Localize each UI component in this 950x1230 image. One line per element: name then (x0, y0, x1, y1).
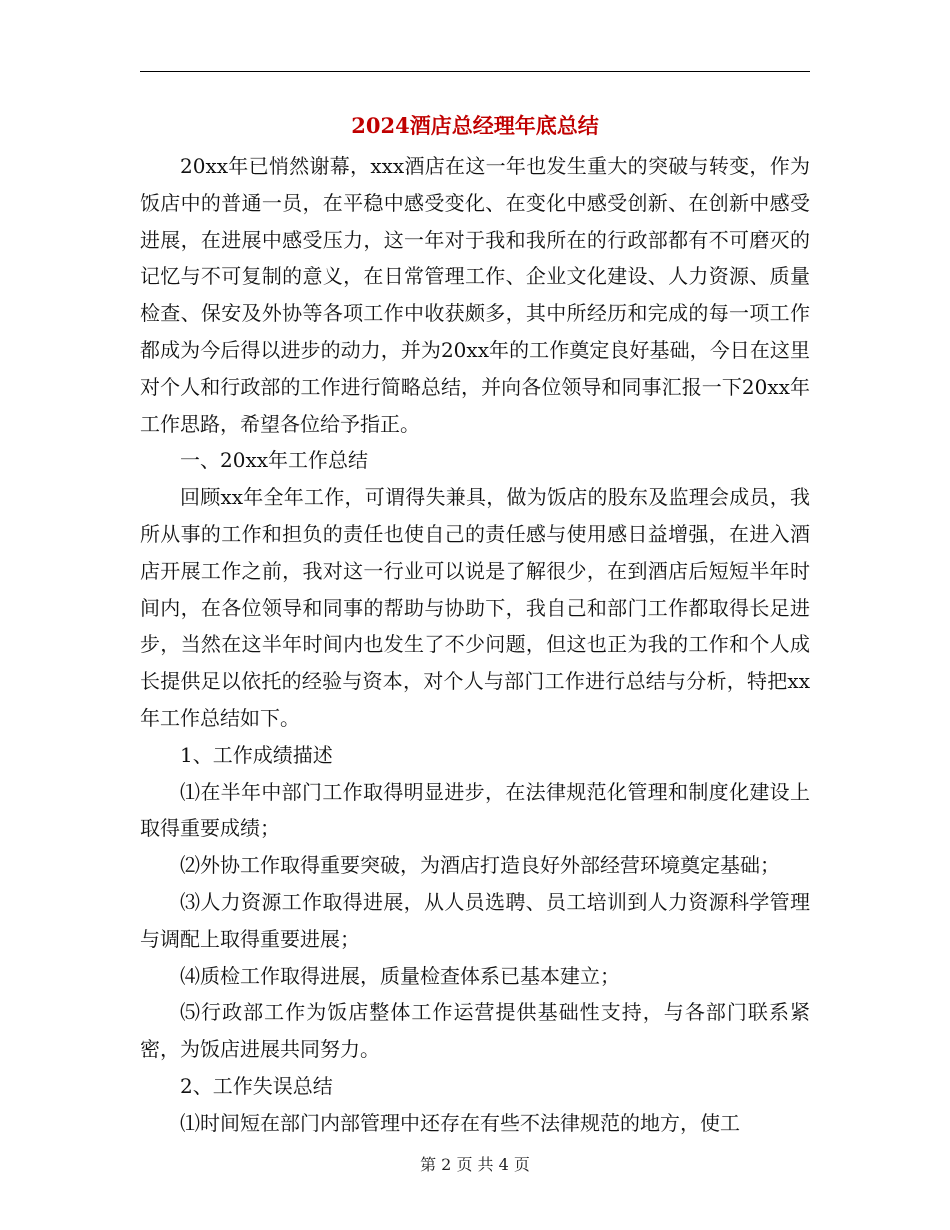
list-item-mistake-1: ⑴时间短在部门内部管理中还存在有些不法律规范的地方，使工 (180, 1110, 740, 1135)
document-body (140, 148, 810, 1142)
paragraph-review: 回顾xx年全年工作，可谓得失兼具，做为饭店的股东及监理会成员，我所从事的工作和担负的责任也使自己的责任感与使用感日益增强，在进入酒店开展工作之前，我对这一行业可以说是了解很少，在到酒店后短短半年时间内，在各位领导和同事的帮助与协助下，我自己和部门工作都取得长足进步，当然在这半年时间内也发生了不少问题，但这也正为我的工作和个人成长提供足以依托的经验与资本，对个人与部门工作进行总结与分析，特把xx年工作总结如下。 (140, 485, 810, 730)
list-item-achievement-4: ⑷质检工作取得进展，质量检查体系已基本建立； (180, 963, 620, 988)
subsection-heading-mistakes: 2、工作失误总结 (180, 1073, 333, 1098)
document-title: 2024酒店总经理年底总结 (351, 113, 599, 138)
header-rule (140, 71, 810, 72)
list-item-achievement-3: ⑶人力资源工作取得进展，从人员选聘、员工培训到人力资源科学管理与调配上取得重要进展； (140, 889, 810, 951)
list-item-achievement-5: ⑸行政部工作为饭店整体工作运营提供基础性支持，与各部门联系紧密，为饭店进展共同努力。 (140, 1000, 810, 1062)
paragraph-intro: 20xx年已悄然谢幕，xxx酒店在这一年也发生重大的突破与转变，作为饭店中的普通一员，在平稳中感受变化、在变化中感受创新、在创新中感受进展，在进展中感受压力，这一年对于我和我所在的行政部都有不可磨灭的记忆与不可复制的意义，在日常管理工作、企业文化建设、人力资源、质量检查、保安及外协等各项工作中收获颇多，其中所经历和完成的每一项工作都成为今后得以进步的动力，并为20xx年的工作奠定良好基础，今日在这里对个人和行政部的工作进行简略总结，并向各位领导和同事汇报一下20xx年工作思路，希望各位给予指正。 (140, 154, 810, 436)
subsection-heading-achievements: 1、工作成绩描述 (180, 742, 333, 767)
list-item-achievement-2: ⑵外协工作取得重要突破，为酒店打造良好外部经营环境奠定基础； (180, 853, 780, 878)
list-item-achievement-1: ⑴在半年中部门工作取得明显进步，在法律规范化管理和制度化建设上取得重要成绩； (140, 779, 810, 841)
page-number-footer: 第 2 页 共 4 页 (420, 1155, 530, 1174)
section-heading-summary: 一、20xx年工作总结 (180, 448, 369, 473)
